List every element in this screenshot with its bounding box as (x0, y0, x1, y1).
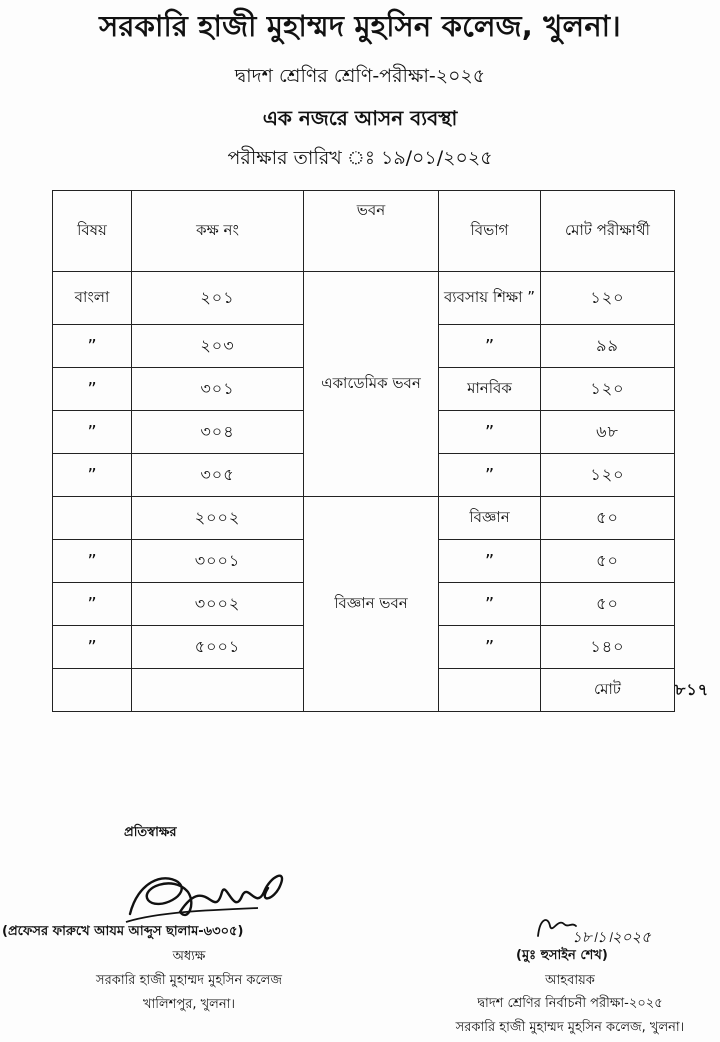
cell-empty (439, 669, 541, 712)
table-total-row: মোট ৮১৭ (53, 669, 675, 712)
cell-subject: ” (53, 583, 132, 626)
exam-subtitle: দ্বাদশ শ্রেণির শ্রেণি-পরীক্ষা-২০২৫ (234, 65, 486, 87)
cell-empty (53, 669, 132, 712)
cell-subject: ” (53, 411, 132, 454)
col-header-room: কক্ষ নং (132, 191, 304, 272)
cell-department: বিজ্ঞান (439, 497, 541, 540)
cell-room: ৩০৫ (132, 454, 304, 497)
cell-room: ২০১ (132, 272, 304, 325)
table-header-row (53, 191, 675, 272)
convener-sign-date: ১৮।১।২০২৫ (572, 928, 651, 946)
principal-address: খালিশপুর, খুলনা। (142, 997, 236, 1012)
cell-total: ১২০ (541, 454, 675, 497)
cell-total: ৫০ (541, 540, 675, 583)
cell-room: ৩০০২ (132, 583, 304, 626)
cell-total: ১২০ (541, 272, 675, 325)
cell-room: ৩০৪ (132, 411, 304, 454)
cell-subject: ” (53, 454, 132, 497)
principal-org: সরকারি হাজী মুহাম্মদ মুহসিন কলেজ (95, 973, 282, 988)
col-header-total: মোট পরীক্ষার্থী (541, 191, 675, 272)
cell-department: ” (439, 325, 541, 368)
cell-subject (53, 497, 132, 540)
cell-total-label: মোট (541, 669, 675, 712)
countersign-label: প্রতিস্বাক্ষর (124, 825, 177, 840)
cell-total: ৫০ (541, 583, 675, 626)
cell-department: ” (439, 454, 541, 497)
cell-building-science: বিজ্ঞান ভবন (304, 497, 439, 712)
cell-subject: ” (53, 368, 132, 411)
cell-total: ৬৮ (541, 411, 675, 454)
table-row (53, 272, 675, 325)
principal-role: অধ্যক্ষ (172, 949, 206, 964)
cell-subject: বাংলা (53, 272, 132, 325)
exam-date: পরীক্ষার তারিখ ঃ ১৯/০১/২০২৫ (227, 147, 493, 169)
col-header-department: বিভাগ (439, 191, 541, 272)
cell-department: ” (439, 411, 541, 454)
table-row (53, 497, 675, 540)
cell-room: ৩০০১ (132, 540, 304, 583)
cell-subject: ” (53, 540, 132, 583)
cell-total: ৫০ (541, 497, 675, 540)
convener-name: (মুঃ হুসাইন শেখ) (516, 948, 608, 963)
cell-building-academic: একাডেমিক ভবন (304, 272, 439, 497)
cell-department: মানবিক (439, 368, 541, 411)
cell-total: ১২০ (541, 368, 675, 411)
convener-role: আহবায়ক (545, 973, 595, 988)
col-header-subject: বিষয় (53, 191, 132, 272)
cell-room: ৫০০১ (132, 626, 304, 669)
committee-name: দ্বাদশ শ্রেণির নির্বাচনী পরীক্ষা-২০২৫ (477, 996, 663, 1011)
cell-department: ” (439, 626, 541, 669)
seat-plan-heading: এক নজরে আসন ব্যবস্থা (262, 106, 458, 130)
cell-room: ২০০২ (132, 497, 304, 540)
cell-empty (132, 669, 304, 712)
seat-plan-table (52, 190, 710, 712)
college-title: সরকারি হাজী মুহাম্মদ মুহসিন কলেজ, খুলনা। (99, 9, 621, 43)
cell-department: ব্যবসায় শিক্ষা ” (439, 272, 541, 325)
cell-subject: ” (53, 325, 132, 368)
cell-total: ১৪০ (541, 626, 675, 669)
cell-department: ” (439, 583, 541, 626)
cell-total: ৯৯ (541, 325, 675, 368)
convener-org: সরকারি হাজী মুহাম্মদ মুহসিন কলেজ, খুলনা। (455, 1020, 685, 1035)
col-header-building: ভবন (304, 191, 439, 272)
cell-department: ” (439, 540, 541, 583)
cell-room: ৩০১ (132, 368, 304, 411)
cell-subject: ” (53, 626, 132, 669)
principal-name: (প্রফেসর ফারুখে আযম আব্দুস ছালাম-৬৩০৫) (2, 924, 244, 939)
cell-room: ২০৩ (132, 325, 304, 368)
